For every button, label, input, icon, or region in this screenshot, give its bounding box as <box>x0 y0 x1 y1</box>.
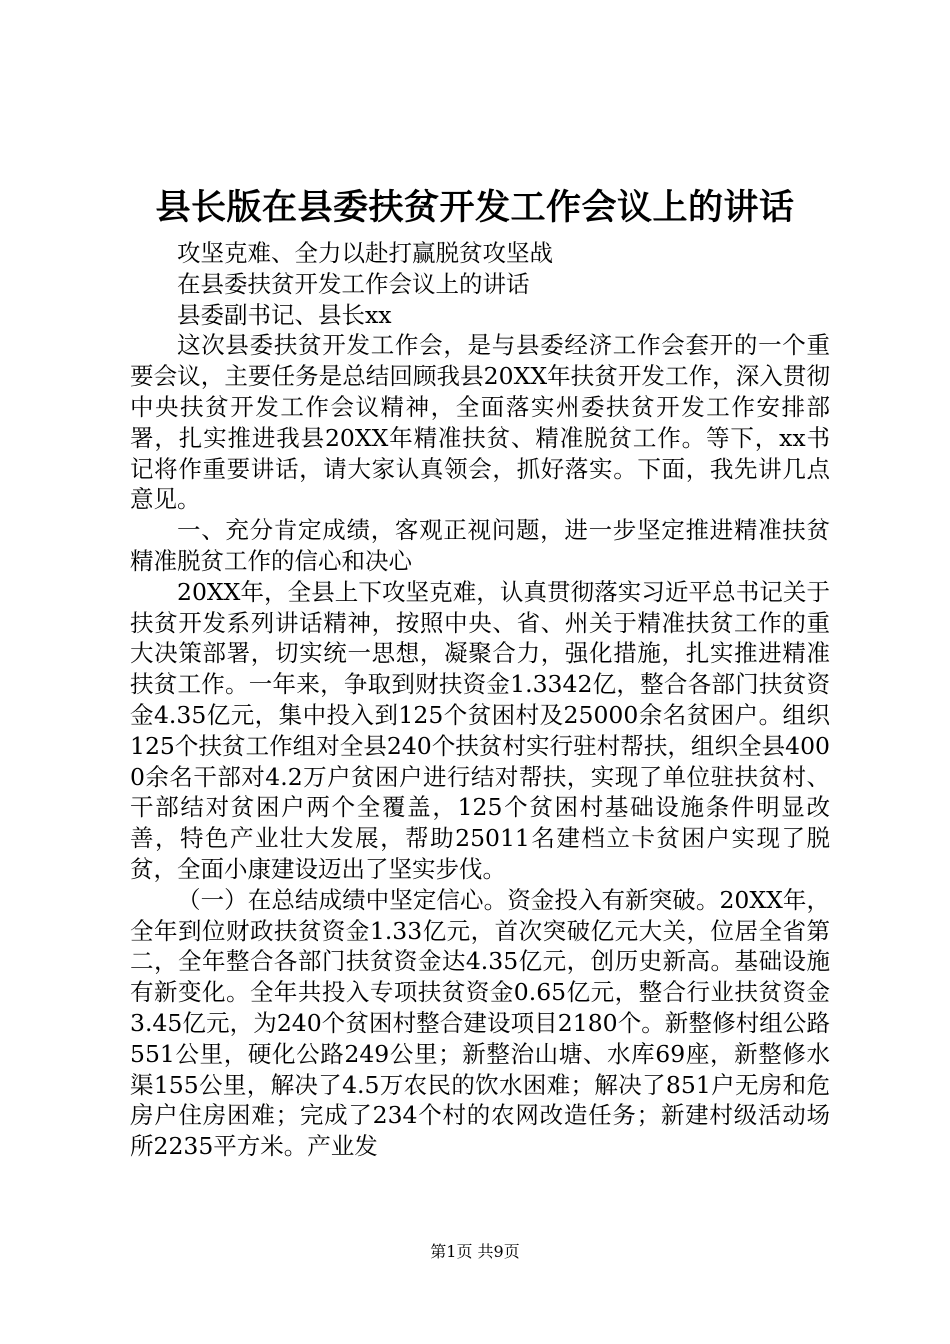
speech-venue-line: 在县委扶贫开发工作会议上的讲话 <box>177 269 530 298</box>
paragraph-intro: 这次县委扶贫开发工作会，是与县委经济工作会套开的一个重要会议，主要任务是总结回顾我县20XX年扶贫开发工作，深入贯彻中央扶贫开发工作会议精神，全面落实州委扶贫开发工作安排部署，扎实推进我县20XX年精准扶贫、精准脱贫工作。等下，xx书记将作重要讲话，请大家认真领会，抓好落实。下面，我先讲几点意见。 <box>130 331 830 514</box>
section-heading-1: 一、充分肯定成绩，客观正视问题，进一步坚定推进精准扶贫精准脱贫工作的信心和决心 <box>130 516 830 575</box>
paragraph-achievements: 20XX年，全县上下攻坚克难，认真贯彻落实习近平总书记关于扶贫开发系列讲话精神，按照中央、省、州关于精准扶贫工作的重大决策部署，切实统一思想，凝聚合力，强化措施，扎实推进精准扶贫工作。一年来，争取到财扶资金1.3342亿，整合各部门扶贫资金4.35亿元，集中投入到125个贫困村及25000余名贫困户。组织125个扶贫工作组对全县240个扶贫村实行驻村帮扶，组织全县4000余名干部对4.2万户贫困户进行结对帮扶，实现了单位驻扶贫村、干部结对贫困户两个全覆盖，125个贫困村基础设施条件明显改善，特色产业壮大发展，帮助25011名建档立卡贫困户实现了脱贫，全面小康建设迈出了坚实步伐。 <box>130 577 830 883</box>
document-body <box>130 238 830 1162</box>
speaker-line: 县委副书记、县长xx <box>177 300 392 329</box>
paragraph-subsection-1: （一）在总结成绩中坚定信心。资金投入有新突破。20XX年，全年到位财政扶贫资金1.33亿元，首次突破亿元大关，位居全省第二，全年整合各部门扶贫资金达4.35亿元，创历史新高。基础设施有新变化。全年共投入专项扶贫资金0.65亿元，整合行业扶贫资金3.45亿元，为240个贫困村整合建设项目2180个。新整修村组公路551公里，硬化公路249公里；新整治山塘、水库69座，新整修水渠155公里，解决了4.5万农民的饮水困难；解决了851户无房和危房户住房困难；完成了234个村的农网改造任务；新建村级活动场所2235平方米。产业发 <box>130 885 830 1161</box>
document-title: 县长版在县委扶贫开发工作会议上的讲话 <box>155 188 795 228</box>
page-number-footer: 第1页 共9页 <box>430 1242 520 1261</box>
subtitle-line: 攻坚克难、全力以赴打赢脱贫攻坚战 <box>177 239 553 267</box>
